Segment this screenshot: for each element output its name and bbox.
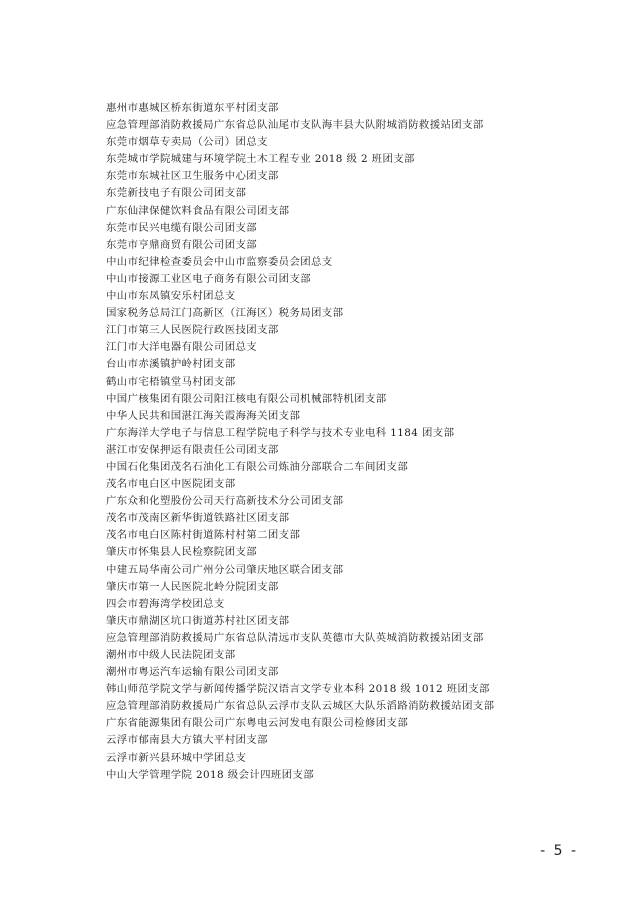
organization-item: 中山市东凤镇安乐村团总支 (106, 290, 236, 303)
organization-item: 东莞市民兴电缆有限公司团支部 (106, 221, 258, 234)
organization-item: 江门市大洋电器有限公司团总支 (106, 341, 258, 354)
organization-item: 东莞市东城社区卫生服务中心团支部 (106, 170, 279, 183)
organization-item: 茂名市电白区中医院团支部 (106, 478, 236, 491)
organization-list (106, 100, 606, 784)
organization-item: 肇庆市第一人民医院北岭分院团支部 (106, 580, 279, 593)
organization-item: 国家税务总局江门高新区（江海区）税务局团支部 (106, 307, 344, 320)
organization-item: 茂名市电白区陈村街道陈村村第二团支部 (106, 529, 301, 542)
organization-item: 中国石化集团茂名石油化工有限公司炼油分部联合二车间团支部 (106, 460, 409, 473)
organization-item: 中山市接源工业区电子商务有限公司团支部 (106, 272, 312, 285)
organization-item: 东莞市烟草专卖局（公司）团总支 (106, 136, 268, 149)
organization-item: 惠州市惠城区桥东街道东平村团支部 (106, 102, 279, 114)
organization-item: 韩山师范学院文学与新闻传播学院汉语言文学专业本科 2018 级 1012 班团支部 (106, 683, 490, 696)
organization-item: 广东众和化塑股份公司天行高新技术分公司团支部 (106, 495, 344, 508)
organization-item: 应急管理部消防救援局广东省总队云浮市支队云城区大队乐滔路消防救援站团支部 (106, 700, 495, 713)
organization-item: 广东仙津保健饮料食品有限公司团支部 (106, 204, 290, 217)
organization-item: 鹤山市宅梧镇堂马村团支部 (106, 375, 236, 388)
organization-item: 潮州市粤运汽车运输有限公司团支部 (106, 666, 279, 679)
organization-item: 四会市碧海湾学校团总支 (106, 597, 225, 610)
organization-item: 中华人民共和国湛江海关霞海海关团支部 (106, 409, 301, 422)
organization-item: 茂名市茂南区新华街道铁路社区团支部 (106, 512, 290, 525)
organization-item: 湛江市安保押运有限责任公司团支部 (106, 443, 279, 456)
organization-item: 台山市赤溪镇护岭村团支部 (106, 358, 236, 371)
organization-item: 云浮市郁南县大方镇大平村团支部 (106, 734, 268, 747)
organization-item: 东莞新技电子有限公司团支部 (106, 187, 247, 200)
organization-item: 应急管理部消防救援局广东省总队清远市支队英德市大队英城消防救援站团支部 (106, 631, 484, 644)
organization-item: 东莞市亨鼎商贸有限公司团支部 (106, 238, 258, 251)
organization-item: 肇庆市鼎湖区坑口街道苏村社区团支部 (106, 614, 290, 627)
organization-item: 广东海洋大学电子与信息工程学院电子科学与技术专业电科 1184 团支部 (106, 426, 455, 439)
organization-item: 中建五局华南公司广州分公司肇庆地区联合团支部 (106, 563, 344, 576)
organization-item: 东莞城市学院城建与环境学院土木工程专业 2018 级 2 班团支部 (106, 153, 415, 166)
organization-item: 潮州市中级人民法院团支部 (106, 649, 236, 661)
organization-item: 江门市第三人民医院行政医技团支部 (106, 324, 279, 337)
organization-item: 中国广核集团有限公司阳江核电有限公司机械部特机团支部 (106, 392, 387, 405)
organization-item: 应急管理部消防救援局广东省总队汕尾市支队海丰县大队附城消防救援站团支部 (106, 119, 484, 132)
organization-item: 肇庆市怀集县人民检察院团支部 (106, 546, 258, 559)
organization-item: 广东省能源集团有限公司广东粤电云河发电有限公司检修团支部 (106, 717, 409, 730)
organization-item: 中山大学管理学院 2018 级会计四班团支部 (106, 768, 315, 781)
organization-item: 云浮市新兴县环城中学团总支 (106, 751, 247, 764)
organization-item: 中山市纪律检查委员会中山市监察委员会团总支 (106, 255, 333, 268)
page-number: - 5 - (540, 843, 578, 859)
